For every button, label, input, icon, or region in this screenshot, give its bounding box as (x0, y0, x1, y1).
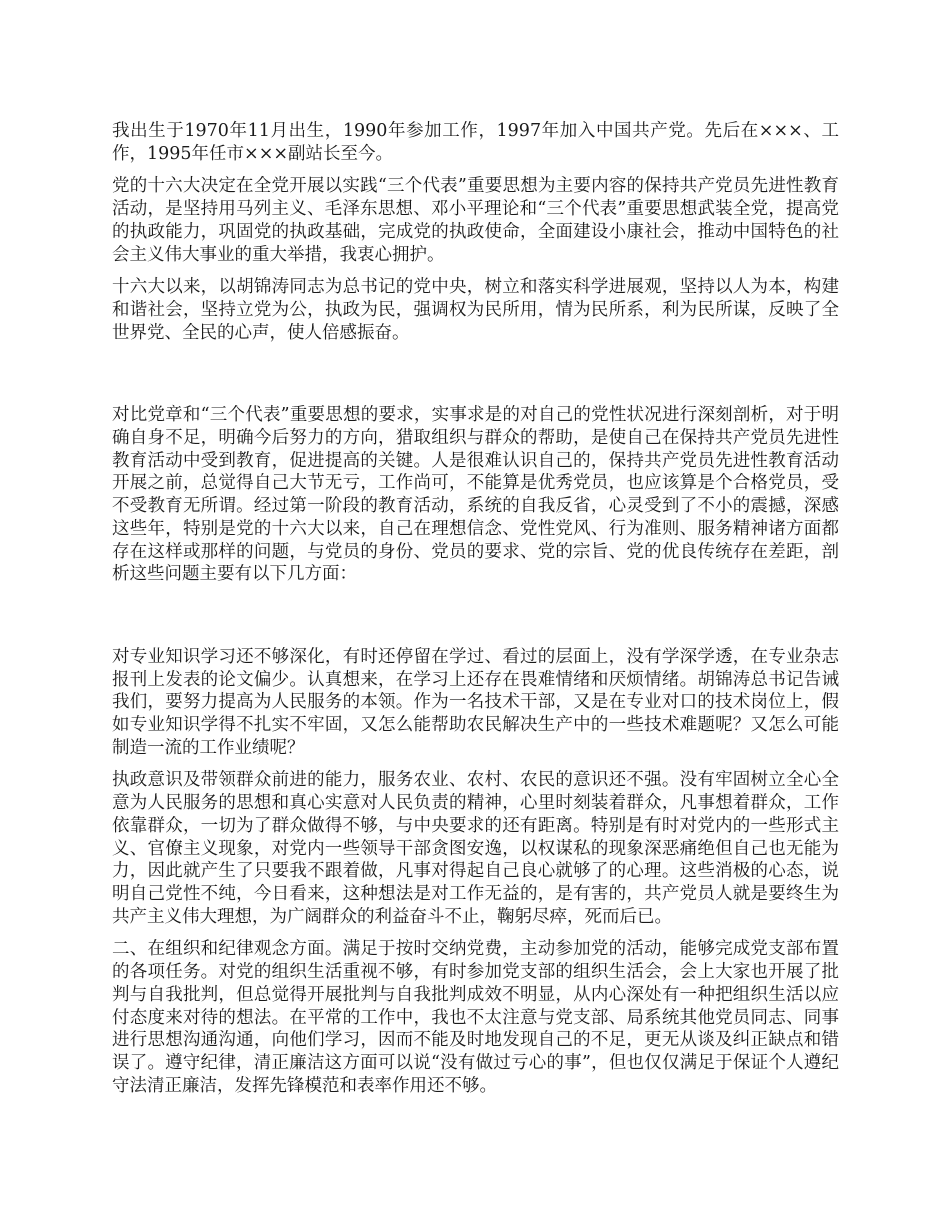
paragraph-gap (112, 596, 839, 646)
paragraph-self-analysis: 对比党章和“三个代表”重要思想的要求，实事求是的对自己的党性状况进行深刻剖析，对于明确自身不足，明确今后努力的方向，猎取组织与群众的帮助，是使自己在保持共产党员先进性教育活动中受到教育，促进提高的关键。人是很难认识自己的，保持共产党员先进性教育活动开展之前，总觉得自己大节无亏，工作尚可，不能算是优秀党员，也应该算是个合格党员，受不受教育无所谓。经过第一阶段的教育活动，系统的自我反省，心灵受到了不小的震撼，深感这些年，特别是党的十六大以来，自己在理想信念、党性党风、行为准则、服务精神诸方面都存在这样或那样的问题，与党员的身份、党员的要求、党的宗旨、党的优良传统存在差距，剖析这些问题主要有以下几方面： (112, 405, 839, 585)
paragraph-organization-discipline: 二、在组织和纪律观念方面。满足于按时交纳党费，主动参加党的活动，能够完成党支部布置的各项任务。对党的组织生活重视不够，有时参加党支部的组织生活会，会上大家也开展了批判与自我批判，但总觉得开展批判与自我批判成效不明显，从内心深处有一种把组织生活以应付态度来对待的想法。在平常的工作中，我也不太注意与党支部、局系统其他党员同志、同事进行思想沟通沟通，向他们学习，因而不能及时地发现自己的不足，更无从谈及纠正缺点和错误了。遵守纪律，清正廉洁这方面可以说“没有做过亏心的事”，但也仅仅满足于保证个人遵纪守法清正廉洁，发挥先锋模范和表率作用还不够。 (112, 939, 839, 1096)
paragraph-gap (112, 354, 839, 404)
paragraph-education-activity: 党的十六大决定在全党开展以实践“三个代表”重要思想为主要内容的保持共产党员先进性教育活动，是坚持用马列主义、毛泽东思想、邓小平理论和“三个代表”重要思想武装全党，提高党的执政能力，巩固党的执政基础，完成党的执政使命，全面建设小康社会，推动中国特色的社会主义伟大事业的重大举措，我衷心拥护。 (112, 176, 839, 265)
paragraph-service-awareness: 执政意识及带领群众前进的能力，服务农业、农村、农民的意识还不强。没有牢固树立全心全意为人民服务的思想和真心实意对人民负责的精神，心里时刻装着群众，凡事想着群众，工作依靠群众，一切为了群众做得不够，与中央要求的还有距离。特别是有时对党内的一些形式主义、官僚主义现象，对党内一些领导干部贪图安逸，以权谋私的现象深恶痛绝但自己也无能为力，因此就产生了只要我不跟着做，凡事对得起自己良心就够了的心理。这些消极的心态，说明自己党性不纯，今日看来，这种想法是对工作无益的，是有害的，共产党员人就是要终生为共产主义伟大理想，为广阔群众的利益奋斗不止，鞠躬尽瘁，死而后已。 (112, 770, 839, 927)
document-body (112, 120, 839, 1107)
paragraph-professional-study: 对专业知识学习还不够深化，有时还停留在学过、看过的层面上，没有学深学透，在专业杂志报刊上发表的论文偏少。认真想来，在学习上还存在畏难情绪和厌烦情绪。胡锦涛总书记告诫我们，要努力提高为人民服务的本领。作为一名技术干部，又是在专业对口的技术岗位上，假如专业知识学得不扎实不牢固，又怎么能帮助农民解决生产中的一些技术难题呢？又怎么可能制造一流的工作业绩呢？ (112, 646, 839, 758)
paragraph-personal-info: 我出生于1970年11月出生，1990年参加工作，1997年加入中国共产党。先后在×××、工作，1995年任市×××副站长至今。 (112, 121, 839, 164)
paragraph-since-sixteenth-congress: 十六大以来，以胡锦涛同志为总书记的党中央，树立和落实科学进展观，坚持以人为本，构建和谐社会，坚持立党为公，执政为民，强调权为民所用，情为民所系，利为民所谋，反映了全世界党、全民的心声，使人倍感振奋。 (112, 277, 839, 343)
